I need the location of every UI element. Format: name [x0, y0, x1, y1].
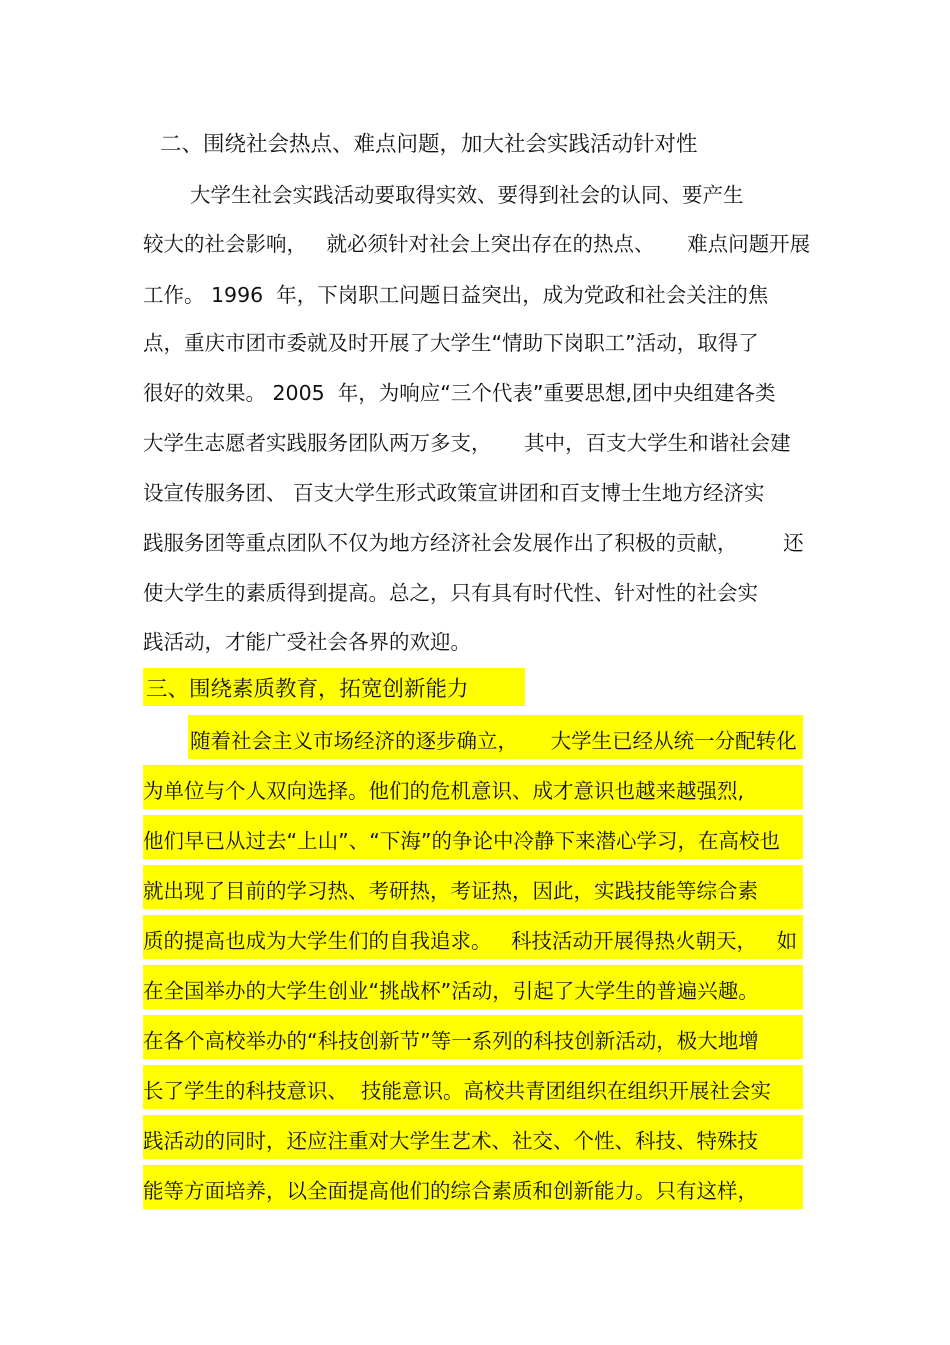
paragraph-line: 践活动，才能广受社会各界的欢迎。	[143, 630, 471, 654]
paragraph-line: 设宣传服务团、 百支大学生形式政策宣讲团和百支博士生地方经济实	[143, 481, 765, 505]
paragraph-line: 大学生社会实践活动要取得实效、要得到社会的认同、要产生	[190, 183, 744, 207]
paragraph-line: 为单位与个人双向选择。他们的危机意识、成才意识也越来越强烈,	[143, 779, 745, 803]
paragraph-line: 随着社会主义市场经济的逐步确立， 大学生已经从统一分配转化	[190, 729, 797, 753]
paragraph-line: 质的提高也成为大学生们的自我追求。 科技活动开展得热火朝天， 如	[143, 929, 798, 953]
paragraph-line: 在各个高校举办的“科技创新节”等一系列的科技创新活动，极大地增	[143, 1029, 759, 1053]
paragraph-line: 较大的社会影响， 就必须针对社会上突出存在的热点、 难点问题开展	[143, 232, 811, 256]
paragraph-line: 践服务团等重点团队不仅为地方经济社会发展作出了积极的贡献， 还	[143, 531, 804, 555]
paragraph-line: 工作。 1996 年，下岗职工问题日益突出，成为党政和社会关注的焦	[143, 283, 769, 307]
paragraph-line: 很好的效果。 2005 年，为响应“三个代表”重要思想,团中央组建各类	[143, 381, 776, 405]
paragraph-line: 他们早已从过去“上山”、“下海”的争论中冷静下来潜心学习，在高校也	[143, 829, 780, 853]
paragraph-line: 使大学生的素质得到提高。总之，只有具有时代性、针对性的社会实	[143, 581, 758, 605]
section-3-heading: 三、围绕素质教育，拓宽创新能力	[146, 677, 469, 702]
paragraph-line: 就出现了目前的学习热、考研热，考证热，因此，实践技能等综合素	[143, 879, 758, 903]
section-2-heading: 二、围绕社会热点、难点问题，加大社会实践活动针对性	[160, 132, 698, 157]
paragraph-line: 能等方面培养，以全面提高他们的综合素质和创新能力。只有这样，	[143, 1179, 758, 1203]
paragraph-line: 点，重庆市团市委就及时开展了大学生“情助下岗职工”活动，取得了	[143, 331, 759, 355]
paragraph-line: 长了学生的科技意识、 技能意识。高校共青团组织在组织开展社会实	[143, 1079, 772, 1103]
paragraph-line: 践活动的同时，还应注重对大学生艺术、社交、个性、科技、特殊技	[143, 1129, 758, 1153]
paragraph-line: 在全国举办的大学生创业“挑战杯”活动，引起了大学生的普遍兴趣。	[143, 979, 759, 1003]
paragraph-line: 大学生志愿者实践服务团队两万多支， 其中，百支大学生和谐社会建	[143, 431, 791, 455]
